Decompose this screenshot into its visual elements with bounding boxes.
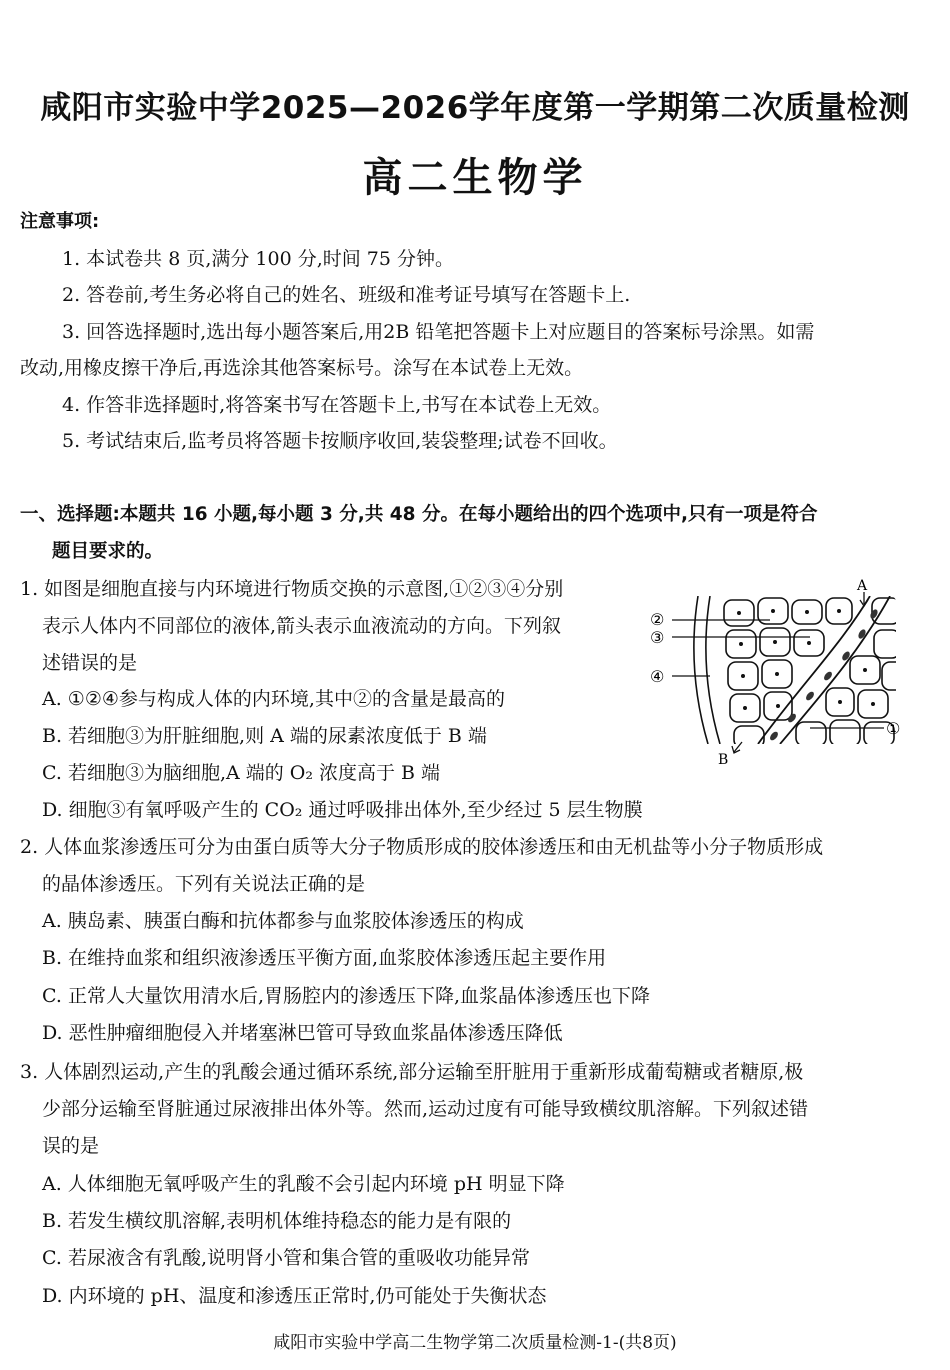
- notice-item: 4. 作答非选择题时,将答案书写在答题卡上,书写在本试卷上无效。: [62, 394, 612, 416]
- notice-heading: 注意事项:: [20, 211, 100, 232]
- question-3-stem: 少部分运输至肾脏通过尿液排出体外等。然而,运动过度有可能导致横纹肌溶解。下列叙述错: [42, 1098, 809, 1120]
- question-2-stem: 2. 人体血浆渗透压可分为由蛋白质等大分子物质形成的胶体渗透压和由无机盐等小分子物质形成: [20, 836, 824, 858]
- question-1-stem: 表示人体内不同部位的液体,箭头表示血液流动的方向。下列叙: [42, 615, 562, 637]
- notice-item: 5. 考试结束后,监考员将答题卡按顺序收回,装袋整理;试卷不回收。: [62, 430, 618, 452]
- section-heading-continued: 题目要求的。: [52, 541, 164, 562]
- subject-title: 高二生物学: [362, 155, 588, 201]
- question-1-stem: 述错误的是: [42, 652, 138, 674]
- question-3-option-c: C. 若尿液含有乳酸,说明肾小管和集合管的重吸收功能异常: [42, 1247, 530, 1269]
- question-2-option-c: C. 正常人大量饮用清水后,胃肠腔内的渗透压下降,血浆晶体渗透压也下降: [42, 985, 651, 1007]
- question-3-option-b: B. 若发生横纹肌溶解,表明机体维持稳态的能力是有限的: [42, 1210, 512, 1232]
- question-1-option-d: D. 细胞③有氧呼吸产生的 CO₂ 通过呼吸排出体外,至少经过 5 层生物膜: [42, 799, 643, 821]
- question-1-option-b: B. 若细胞③为肝脏细胞,则 A 端的尿素浓度低于 B 端: [42, 725, 487, 747]
- notice-item: 1. 本试卷共 8 页,满分 100 分,时间 75 分钟。: [62, 248, 455, 270]
- question-3-option-a: A. 人体细胞无氧呼吸产生的乳酸不会引起内环境 pH 明显下降: [42, 1173, 565, 1195]
- section-heading: 一、选择题:本题共 16 小题,每小题 3 分,共 48 分。在每小题给出的四个选项中,只有一项是符合: [20, 504, 818, 525]
- question-3-stem: 误的是: [42, 1135, 100, 1157]
- notice-item: 2. 答卷前,考生务必将自己的姓名、班级和准考证号填写在答题卡上.: [62, 284, 631, 306]
- exam-title: 咸阳市实验中学2025—2026学年度第一学期第二次质量检测: [40, 90, 910, 126]
- question-2-option-d: D. 恶性肿瘤细胞侵入并堵塞淋巴管可导致血浆晶体渗透压降低: [42, 1022, 563, 1044]
- figure-label-b: B: [718, 752, 729, 768]
- notice-item: 3. 回答选择题时,选出每小题答案后,用2B 铅笔把答题卡上对应题目的答案标号涂黑。如需: [62, 321, 815, 343]
- figure-label-4: ④: [650, 667, 665, 686]
- question-3-option-d: D. 内环境的 pH、温度和渗透压正常时,仍可能处于失衡状态: [42, 1285, 547, 1307]
- question-3-stem: 3. 人体剧烈运动,产生的乳酸会通过循环系统,部分运输至肝脏用于重新形成葡萄糖或者糖原,极: [20, 1061, 804, 1083]
- question-2-option-b: B. 在维持血浆和组织液渗透压平衡方面,血浆胶体渗透压起主要作用: [42, 947, 607, 969]
- figure-label-a: A: [857, 578, 868, 594]
- question-1-option-a: A. ①②④参与构成人体的内环境,其中②的含量是最高的: [42, 688, 505, 710]
- figure-label-2: ②: [650, 610, 665, 629]
- question-1-stem: 1. 如图是细胞直接与内环境进行物质交换的示意图,①②③④分别: [20, 578, 564, 600]
- tissue-capillary-diagram: [650, 576, 916, 768]
- figure-label-3: ③: [650, 628, 665, 647]
- question-1-option-c: C. 若细胞③为脑细胞,A 端的 O₂ 浓度高于 B 端: [42, 762, 441, 784]
- notice-item-continued: 改动,用橡皮擦干净后,再选涂其他答案标号。涂写在本试卷上无效。: [20, 357, 584, 379]
- figure-label-1: ①: [886, 719, 901, 738]
- question-2-option-a: A. 胰岛素、胰蛋白酶和抗体都参与血浆胶体渗透压的构成: [42, 910, 524, 932]
- page-footer: 咸阳市实验中学高二生物学第二次质量检测-1-(共8页): [273, 1333, 677, 1353]
- question-2-stem: 的晶体渗透压。下列有关说法正确的是: [42, 873, 366, 895]
